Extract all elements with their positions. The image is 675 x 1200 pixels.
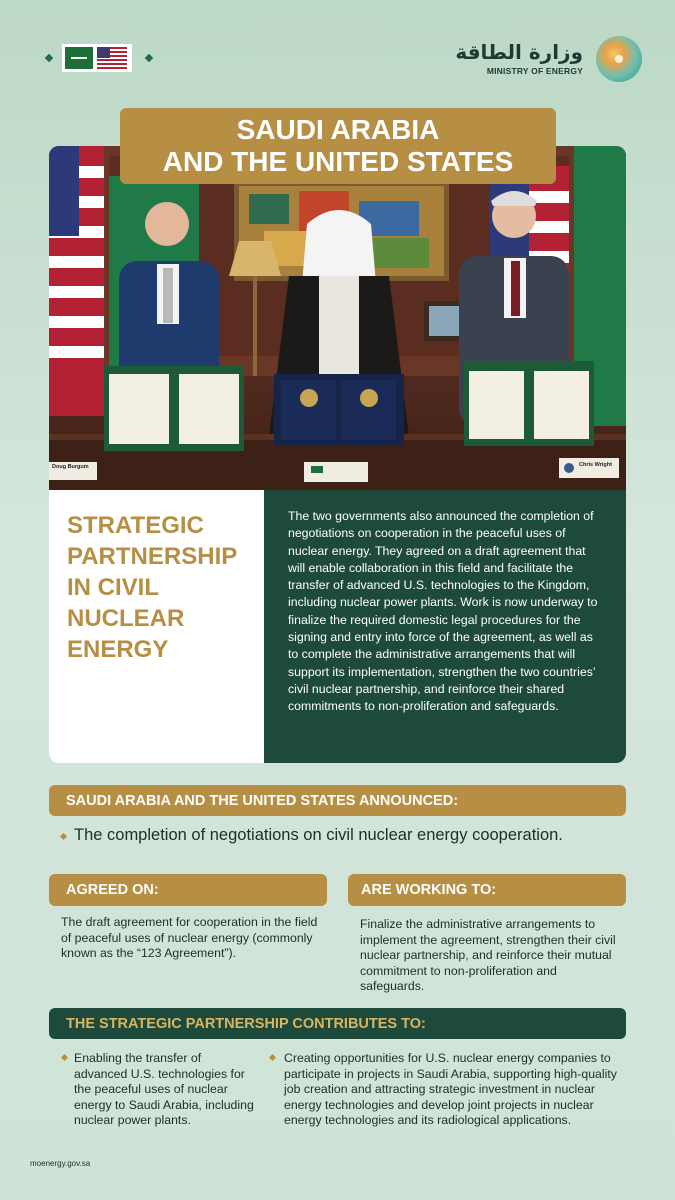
main-title [120,108,556,184]
signing-photo-illustration [49,146,626,490]
saudi-flag-icon [65,47,93,69]
main-title-line2: AND THE UNITED STATES [162,146,514,177]
footer-website[interactable]: moenergy.gov.sa [30,1159,91,1168]
diamond-ornament-right [145,54,153,62]
contributes-bullet-1-icon [61,1054,68,1061]
nameplate-left: Doug Burgum [52,464,89,470]
agreed-text: The draft agreement for cooperation in the field of peaceful uses of nuclear energy (commonly known as the “123 Agreement”). [61,915,318,961]
contributes-heading-bar [49,1008,626,1039]
contributes-heading: THE STRATEGIC PARTNERSHIP CONTRIBUTES TO: [66,1015,426,1032]
ministry-logo-icon [596,36,642,82]
contributes-item-2: Creating opportunities for U.S. nuclear energy companies to participate in projects in Saudi Arabia, supporting high-quality job creation and attracting strategic investment in nuclear energy technologies and develop joint projects in nuclear energy technologies and its radiological applications. [284,1051,617,1128]
nameplate-right: Chris Wright [579,462,612,468]
contributes-item-1: Enabling the transfer of advanced U.S. technologies for the peaceful uses of nuclear energy to Saudi Arabia, including nuclear power plants. [74,1051,254,1128]
working-heading: ARE WORKING TO: [361,882,497,898]
diamond-ornament-left [45,54,53,62]
working-heading-bar [348,874,626,906]
announced-heading-bar [49,785,626,816]
signing-photo [49,146,626,490]
flags-badge [62,44,132,72]
agreed-heading-bar [49,874,327,906]
contributes-bullet-2-icon [269,1054,276,1061]
main-title-line1: SAUDI ARABIA [236,114,440,145]
us-flag-icon [97,47,127,69]
announced-item: The completion of negotiations on civil nuclear energy cooperation. [74,826,563,844]
ministry-name-arabic: وزارة الطاقة [455,40,583,64]
ministry-name-english: MINISTRY OF ENERGY [486,66,583,76]
partnership-body: The two governments also announced the completion of negotiations on cooperation in the peaceful uses of nuclear energy. They agreed on a draft agreement that will enable collaboration in this field and facilitate the transfer of advanced U.S. technologies to the Kingdom, including nuclear power plants. Work is now underway to finalize the required domestic legal procedures for the signing and entry into force of the agreement, as well as to complete the administrative arrangements that will support its implementation, strengthen the two countries’ civil nuclear partnership, and reinforce their shared commitments to non-proliferation and safeguards. [288,509,598,714]
announced-heading: SAUDI ARABIA AND THE UNITED STATES ANNOUNCED: [66,792,459,809]
partnership-title: STRATEGIC PARTNERSHIP IN CIVIL NUCLEAR ENERGY [67,512,237,663]
agreed-heading: AGREED ON: [66,882,159,898]
announced-bullet-icon [60,833,67,840]
working-text: Finalize the administrative arrangements to implement the agreement, strengthen their civil nuclear partnership, and reinforce their mutual commitment to non-proliferation and safeguards. [360,917,616,994]
